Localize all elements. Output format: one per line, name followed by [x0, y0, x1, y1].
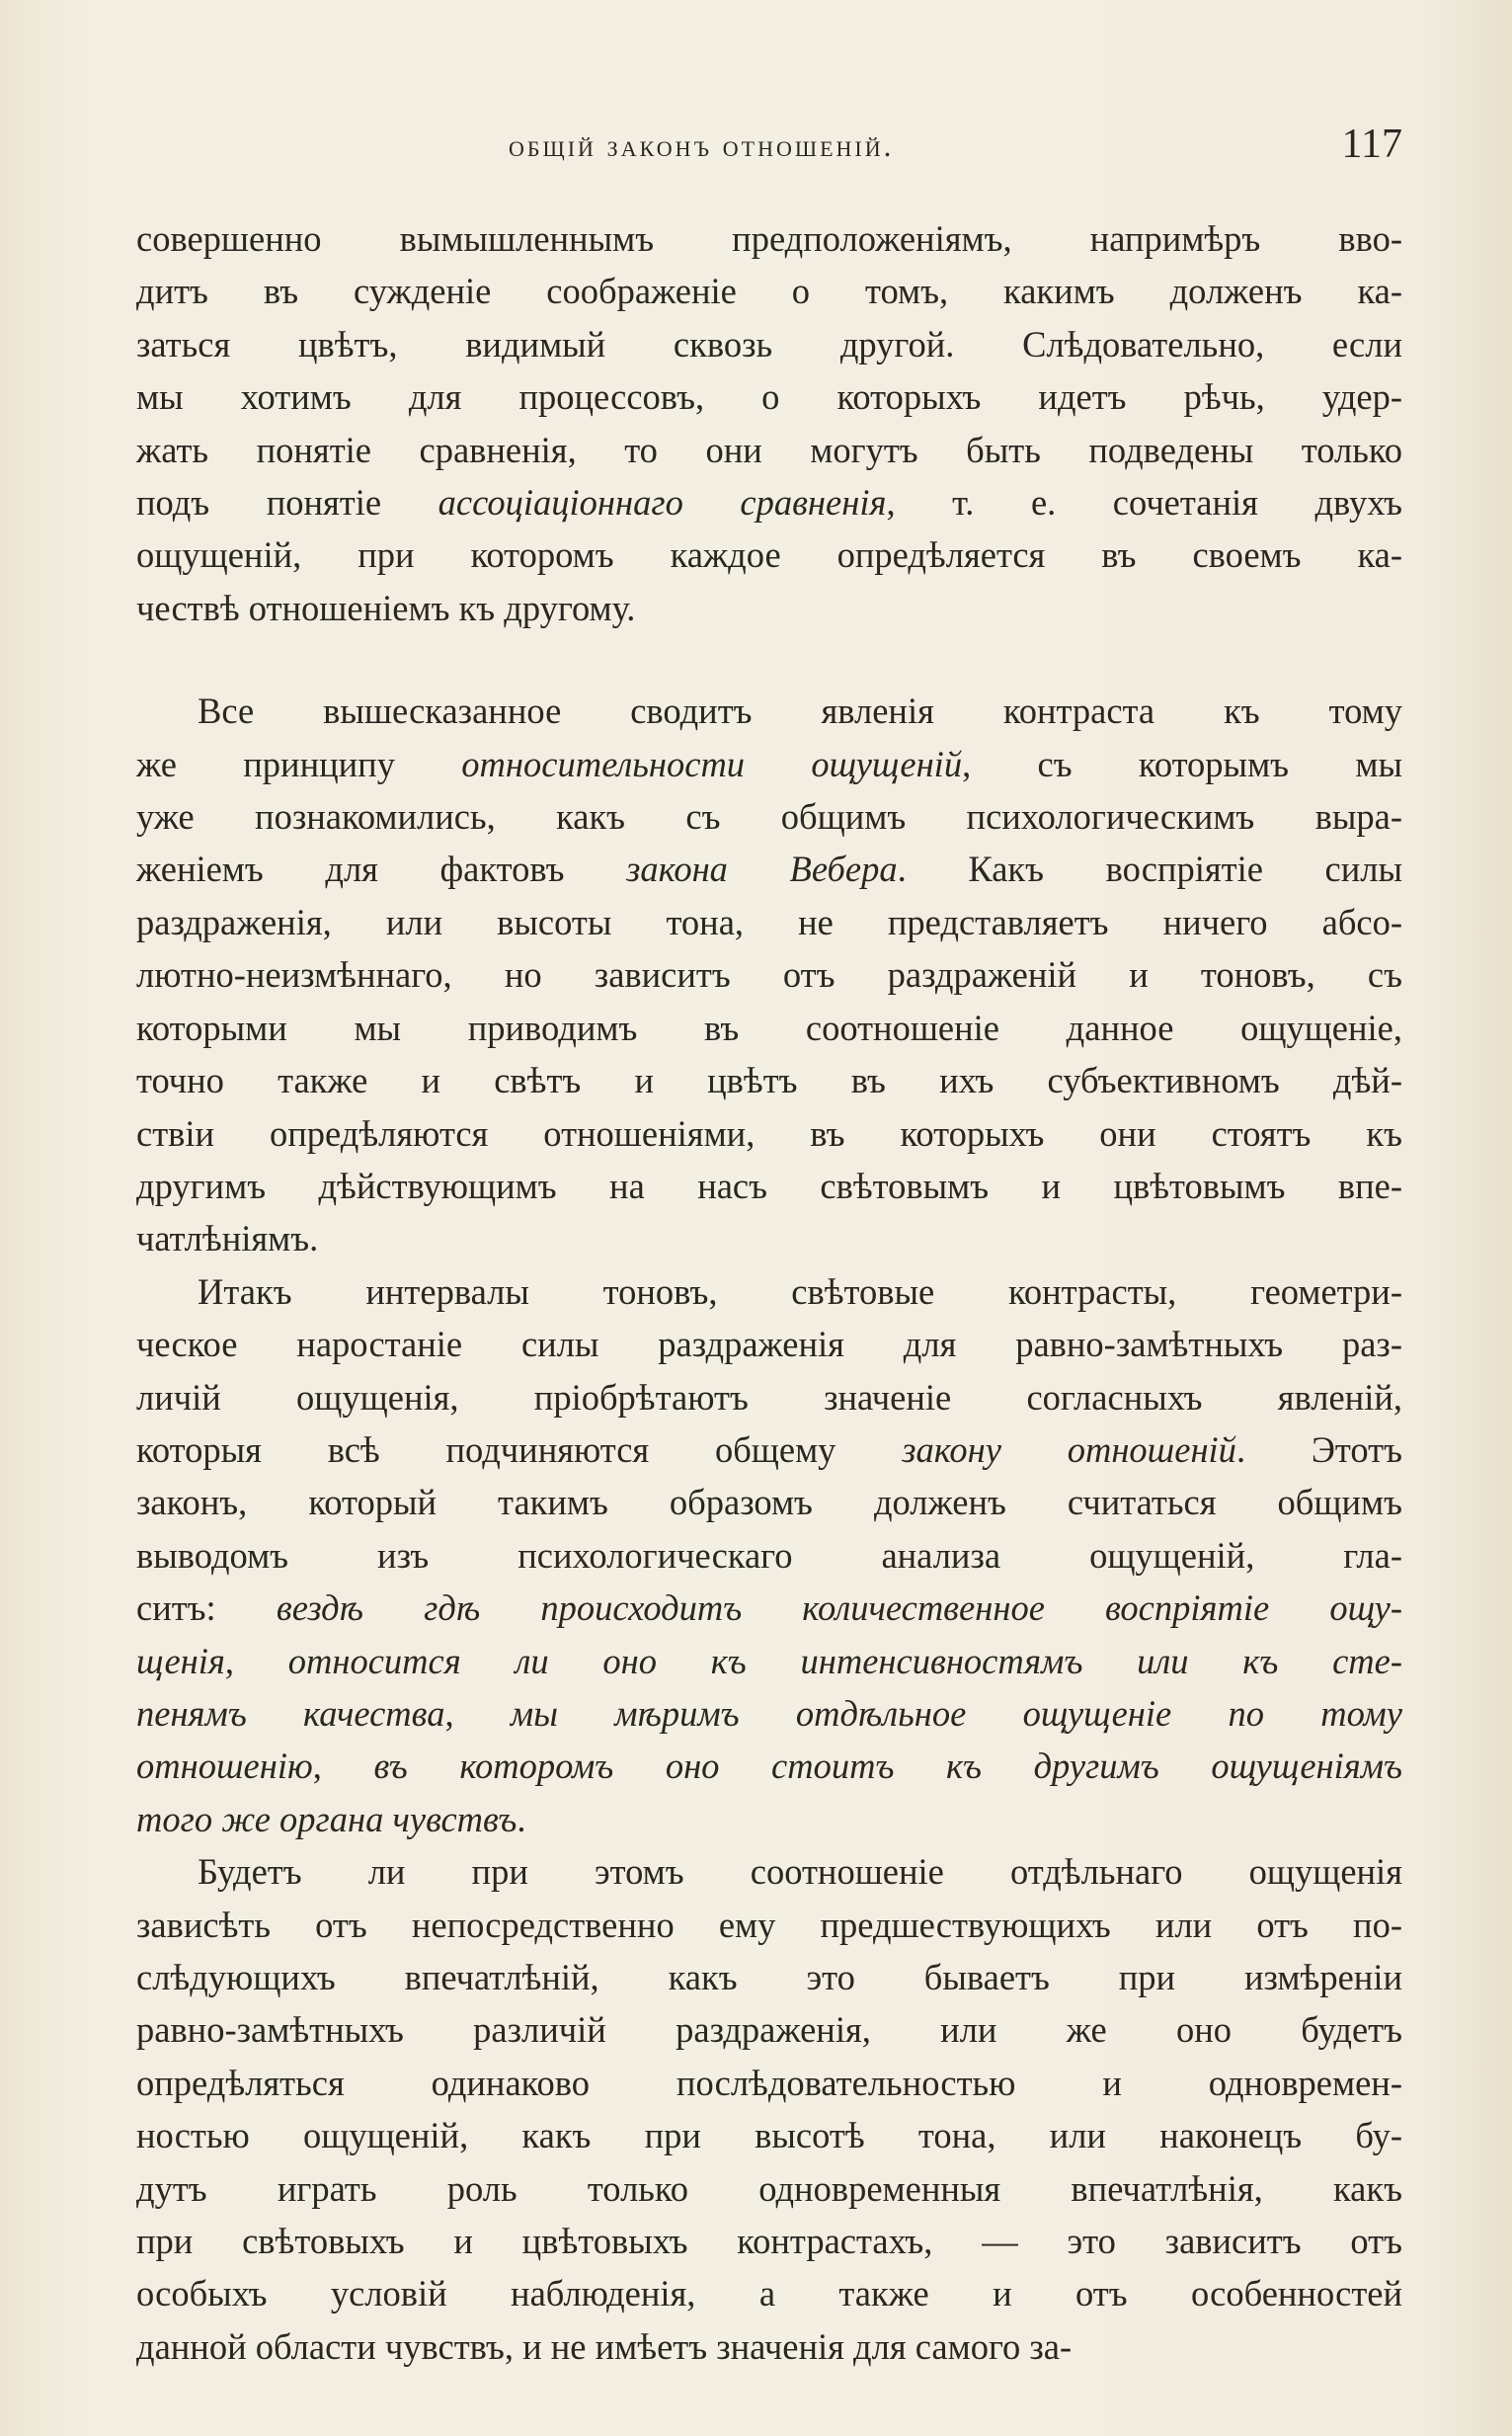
text-line — [136, 1002, 1402, 1054]
text-run: которыя всѣ подчиняются общему — [136, 1428, 903, 1470]
text-run: женіемъ для фактовъ — [136, 849, 627, 890]
text-run: при свѣтовыхъ и цвѣтовыхъ контрастахъ, — это зависитъ отъ — [136, 2221, 1402, 2262]
text-line — [136, 1054, 1402, 1106]
text-run: , съ которымъ мы — [962, 743, 1402, 784]
text-run: законъ, который такимъ образомъ долженъ считаться общимъ — [136, 1482, 1402, 1523]
text-run: . — [517, 1798, 526, 1839]
text-run: ческое наростаніе силы раздраженія для равно-замѣтныхъ раз- — [136, 1324, 1402, 1365]
text-line — [136, 2320, 1402, 2373]
text-run: ситъ: — [136, 1587, 277, 1629]
text-run: же принципу — [136, 743, 462, 784]
italic-text: въ которомъ оно стоитъ къ другимъ ощущеніямъ — [373, 1746, 1402, 1787]
text-line — [136, 1687, 1402, 1740]
text-run: совершенно вымышленнымъ предположеніямъ, напримѣръ вво- — [136, 218, 1402, 259]
text-run: данной области чувствъ, и не имѣетъ значенія для самого за- — [136, 2325, 1073, 2367]
text-line — [136, 2003, 1402, 2056]
text-line — [136, 790, 1402, 843]
text-line — [136, 2057, 1402, 2109]
text-line — [136, 1951, 1402, 2003]
text-line — [136, 1899, 1402, 1951]
text-run: Итакъ интервалы тоновъ, свѣтовые контрасты, геометри- — [198, 1270, 1402, 1312]
text-line — [136, 1212, 1402, 1264]
text-line — [136, 1529, 1402, 1582]
text-run: опредѣляться одинаково послѣдовательностью и одновремен- — [136, 2062, 1402, 2103]
text-line — [136, 476, 1402, 528]
text-line — [136, 896, 1402, 948]
text-run: , — [312, 1746, 374, 1787]
text-line — [136, 685, 1402, 737]
body-text — [136, 212, 1402, 2373]
text-run: особыхъ условій наблюденія, а также и отъ особенностей — [136, 2273, 1402, 2314]
italic-text: закона Вебера — [626, 849, 898, 890]
italic-text: ассоціаціоннаго сравненія — [438, 482, 887, 524]
text-run: , — [444, 1692, 511, 1734]
text-line — [136, 582, 1402, 634]
paragraph — [136, 1265, 1402, 1845]
text-run: чатлѣніямъ. — [136, 1218, 319, 1259]
text-line — [136, 528, 1402, 581]
italic-text: пенямъ качества — [136, 1692, 445, 1734]
text-run: заться цвѣтъ, видимый сквозь другой. Слѣдовательно, если — [136, 323, 1402, 365]
running-title: общій законъ отношеній. — [509, 128, 895, 163]
text-line — [136, 1318, 1402, 1370]
text-line — [136, 1107, 1402, 1160]
italic-text: щенія — [136, 1640, 225, 1681]
text-run: лютно-неизмѣннаго, но зависитъ отъ раздраженій и тоновъ, съ — [136, 954, 1402, 996]
paragraph — [136, 212, 1402, 634]
text-line — [136, 265, 1402, 317]
text-run: чествѣ отношеніемъ къ другому. — [136, 587, 636, 628]
text-run: зависѣть отъ непосредственно ему предшествующихъ или отъ по- — [136, 1904, 1402, 1945]
text-line — [136, 2267, 1402, 2319]
text-run: равно-замѣтныхъ различій раздраженія, или же оно будетъ — [136, 2009, 1402, 2051]
text-line — [136, 1635, 1402, 1687]
text-line — [136, 1740, 1402, 1792]
italic-text: отношенію — [136, 1746, 313, 1787]
text-line — [136, 424, 1402, 476]
text-line — [136, 948, 1402, 1001]
text-line — [136, 370, 1402, 423]
text-line — [136, 1582, 1402, 1634]
text-line — [136, 2109, 1402, 2161]
text-run: выводомъ изъ психологическаго анализа ощущеній, гла- — [136, 1534, 1402, 1576]
text-line — [136, 1371, 1402, 1423]
text-line — [136, 1265, 1402, 1318]
text-line — [136, 1423, 1402, 1476]
text-run: уже познакомились, какъ съ общимъ психологическимъ выра- — [136, 796, 1402, 838]
text-line — [136, 2162, 1402, 2215]
text-run: , т. е. сочетанія двухъ — [886, 482, 1402, 524]
text-run: слѣдующихъ впечатлѣній, какъ это бываетъ при измѣреніи — [136, 1957, 1402, 1997]
text-run: ствіи опредѣляются отношеніями, въ которыхъ они стоятъ къ — [136, 1112, 1402, 1154]
text-run: мы хотимъ для процессовъ, о которыхъ идетъ рѣчь, удер- — [136, 376, 1402, 418]
text-run: дутъ играть роль только одновременныя впечатлѣнія, какъ — [136, 2167, 1402, 2209]
text-run: . Какъ воспріятіе силы — [897, 849, 1402, 890]
paragraph-gap — [136, 634, 1402, 685]
paragraph — [136, 1845, 1402, 2373]
text-line — [136, 1845, 1402, 1898]
text-run: ощущеній, при которомъ каждое опредѣляется въ своемъ ка- — [136, 534, 1402, 576]
text-run: ностью ощущеній, какъ при высотѣ тона, или наконецъ бу- — [136, 2115, 1402, 2156]
text-run: которыми мы приводимъ въ соотношеніе данное ощущеніе, — [136, 1007, 1402, 1048]
text-line — [136, 318, 1402, 370]
text-run: подъ понятіе — [136, 482, 438, 524]
text-run: точно также и свѣтъ и цвѣтъ въ ихъ субъективномъ дѣй- — [136, 1060, 1402, 1101]
text-line — [136, 1476, 1402, 1528]
text-run: . Этотъ — [1235, 1428, 1402, 1470]
text-line — [136, 843, 1402, 895]
text-run: Все вышесказанное сводитъ явленія контраста къ тому — [198, 690, 1402, 732]
text-run: другимъ дѣйствующимъ на насъ свѣтовымъ и цвѣтовымъ впе- — [136, 1165, 1402, 1206]
italic-text: того же органа чувствъ — [136, 1798, 517, 1839]
text-line — [136, 738, 1402, 790]
italic-text: вездѣ гдѣ происходитъ количественное воспріятіе ощу- — [276, 1587, 1402, 1629]
text-run: жать понятіе сравненія, то они могутъ быть подведены только — [136, 429, 1402, 470]
italic-text: мы мѣримъ отдѣльное ощущеніе по тому — [510, 1692, 1403, 1734]
paragraph — [136, 685, 1402, 1264]
italic-text: относится ли оно къ интенсивностямъ или къ сте- — [287, 1640, 1402, 1681]
text-run: Будетъ ли при этомъ соотношеніе отдѣльнаго ощущенія — [198, 1851, 1402, 1893]
text-run: раздраженія, или высоты тона, не представляетъ ничего абсо- — [136, 901, 1402, 942]
page-number: 117 — [1341, 122, 1402, 167]
italic-text: относительности ощущеній — [461, 743, 963, 784]
text-run: дитъ въ сужденіе соображеніе о томъ, какимъ долженъ ка- — [136, 271, 1402, 312]
text-run: , — [224, 1640, 288, 1681]
page-header — [133, 117, 1402, 176]
text-run: личій ощущенія, пріобрѣтаютъ значеніе согласныхъ явленій, — [136, 1376, 1402, 1418]
text-line — [136, 2215, 1402, 2267]
text-line — [136, 1160, 1402, 1212]
italic-text: закону отношеній — [902, 1428, 1236, 1470]
text-line — [136, 212, 1402, 265]
text-line — [136, 1793, 1402, 1845]
